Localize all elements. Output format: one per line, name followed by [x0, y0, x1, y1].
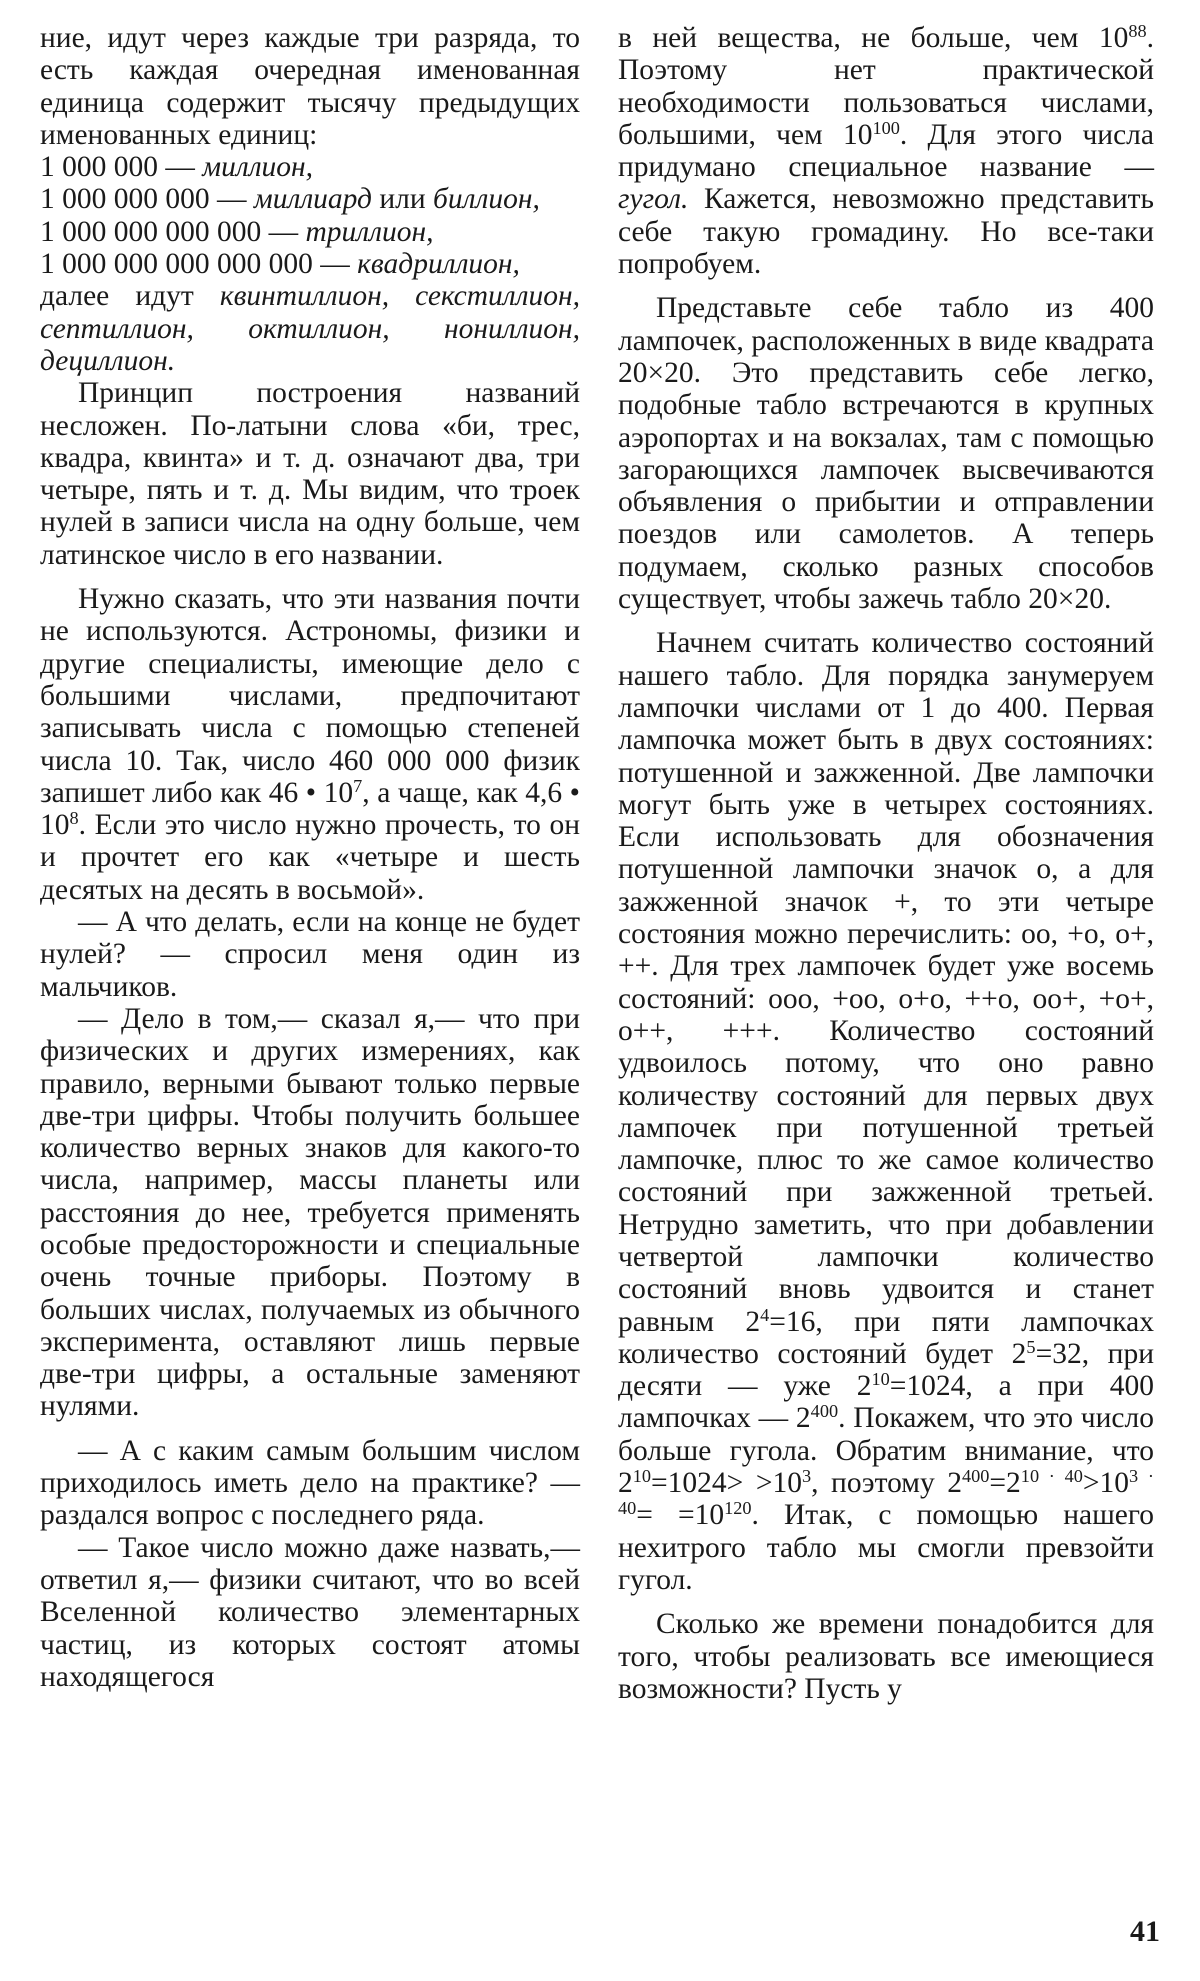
term-googol: гугол. [618, 183, 689, 216]
paragraph-question-zeros: — А что делать, если на конце не будет нулей? — спросил меня один из мальчиков. [40, 906, 580, 1003]
paragraph-naming-principle: Принцип построения названий несложен. По-латыни слова «би, трес, квадра, квинта» и т. д. означают два, три четыре, пять и т. д. Мы видим, что троек нулей в записи числа на одну больше, чем латинское число в его названии. [40, 377, 580, 571]
quadrillion-line: 1 000 000 000 000 000 — квадриллион, [40, 248, 520, 281]
paragraph-measurement-answer: — Дело в том,— сказал я,— что при физических и других измерениях, как правило, верными бывают только первые две-три цифры. Чтобы получить большее количество верных знаков для какого-то числа, например, массы планеты или расстояния до нее, требуется применять особые предосторожности и специальные очень точные приборы. Поэтому в больших числах, получаемых из обычного эксперимента, оставляют лишь первые две-три цифры, а остальные заменяют нулями. [40, 1002, 580, 1423]
left-column [40, 22, 580, 1693]
further-names-line: далее идут квинтиллион, секстиллион, септиллион, октиллион, нониллион, дециллион. [40, 280, 580, 377]
paragraph-continuation: ние, идут через каждые три разряда, то есть каждая очередная именованная единица содержит тысячу предыдущих именованных единиц: [40, 22, 580, 151]
term-list: квинтиллион, секстиллион, септиллион, октиллион, нониллион, дециллион. [40, 280, 580, 377]
paragraph-powers-of-ten: Нужно сказать, что эти названия почти не используются. Астрономы, физики и другие специалисты, имеющие дело с большими числами, предпочитают записывать числа с помощью степеней числа 10. Так, число 460 000 000 физик запишет либо как 46 • $10^7$, а чаще, как 4,6 • $10^8$. Если это число нужно прочесть, то он и прочтет его как «четыре и шесть десятых на десять в восьмой». [40, 583, 580, 906]
trillion-line: 1 000 000 000 000 — триллион, [40, 215, 434, 248]
paragraph-lamp-board: Представьте себе табло из 400 лампочек, расположенных в виде квадрата 20×20. Это представить себе легко, подобные табло встречаются в крупных аэропортах и на вокзалах, там с помощью загорающихся лампочек высвечиваются объявления о прибытии и отправлении поездов или самолетов. А теперь подумаем, сколько разных способов существует, чтобы зажечь табло 20×20. [618, 292, 1154, 616]
right-column [618, 22, 1154, 1705]
page-number: 41 [1130, 1915, 1160, 1948]
term-trillion: триллион, [305, 215, 434, 248]
paragraph-particles-answer: — Такое число можно даже назвать,— ответил я,— физики считают, что во всей Вселенной количество элементарных частиц, из которых состоят атомы находящегося [40, 1531, 580, 1693]
million-line: 1 000 000 — миллион, [40, 151, 314, 184]
paragraph-googol: в ней вещества, не больше, чем $10^{88}$. Поэтому нет практической необходимости пользоваться числами, большими, чем $10^{100}$. Для этого числа придумано специальное название — гугол. Кажется, невозможно представить себе такую громадину. Но все-таки попробуем. [618, 20, 1154, 281]
term-quadrillion: квадриллион, [357, 248, 520, 281]
term-billion: биллион, [433, 183, 540, 216]
milliard-line: 1 000 000 000 — миллиард или биллион, [40, 183, 540, 216]
term-milliard: миллиард [253, 183, 372, 216]
paragraph-counting-states: Начнем считать количество состояний нашего табло. Для порядка занумеруем лампочки числами от 1 до 400. Первая лампочка может быть в двух состояниях: потушенной и зажженной. Две лампочки могут быть уже в четырех состояниях. Если использовать для обозначения потушенной лампочки значок о, а для зажженной значок +, то эти четыре состояния можно перечислить: оо, +о, о+, ++. Для трех лампочек будет уже восемь состояний: ооо, +оо, о+о, ++о, оо+, +о+, о++, +++. Количество состояний удвоилось потому, что оно равно количеству состояний для первых двух лампочек при потушенной третьей лампочке, плюс то же самое количество состояний при зажженной третьей. Нетрудно заметить, что при добавлении четвертой лампочки количество состояний вновь удвоится и станет равным $2^4=16$, при пяти лампочках количество состояний будет $2^5=32$, при десяти — уже $2^{10}=1024$, а при 400 лампочках — $2^{400}$. Покажем, что это число больше гугола. Обратим внимание, что $2^{10}=1024> >10^3$, поэтому $2^{400}=2^{10 \cdot 40}>10^{3 \cdot 40}= =10^{120}$. Итак, с помощью нашего нехитрого табло мы смогли превзойти гугол. [618, 627, 1155, 1596]
paragraph-time-question: Сколько же времени понадобится для того, чтобы реализовать все имеющиеся возможности? Пусть у [618, 1608, 1154, 1705]
term-million: миллион, [202, 151, 314, 184]
paragraph-question-largest: — А с каким самым большим числом приходилось иметь дело на практике? — раздался вопрос с последнего ряда. [40, 1434, 580, 1532]
